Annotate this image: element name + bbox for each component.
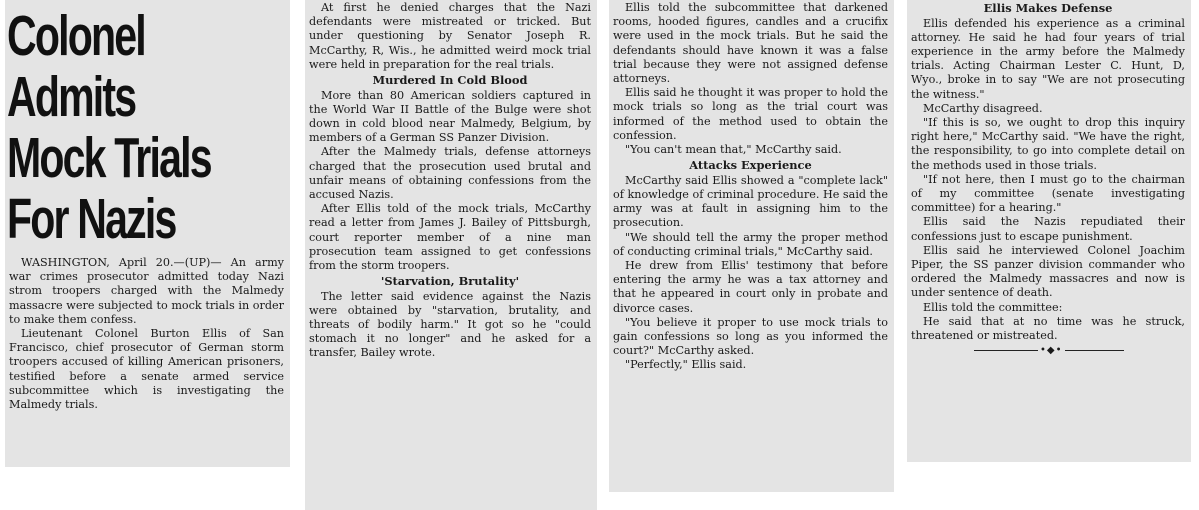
paragraph: "You believe it proper to use mock trials to gain confessions so long as you informed the court?" McCarthy asked. (613, 315, 888, 358)
headline-line: Mock Trials (7, 126, 211, 190)
subheading: Murdered In Cold Blood (372, 73, 528, 88)
column-body (609, 1, 894, 373)
paragraph: At first he denied charges that the Nazi defendants were mistreated or tricked. But under questioning by Senator Joseph R. McCarthy, R, Wis., he admitted weird mock trial were held in preparation for the real trials. (309, 1, 591, 71)
subheading: Attacks Experience (689, 158, 812, 173)
paragraph: "We should tell the army the proper method of conducting criminal trials," McCarthy said. (613, 230, 888, 258)
subheading: Ellis Makes Defense (983, 1, 1113, 15)
end-of-article-rule: •◆• (974, 346, 1124, 354)
article-column-1 (5, 0, 290, 467)
paragraph: He drew from Ellis' testimony that before entering the army he was a tax attorney and that he appeared in court only in probate and divorce cases. (613, 258, 888, 315)
paragraph: "Perfectly," Ellis said. (625, 358, 747, 372)
paragraph: "If not here, then I must go to the chairman of my committee (senate investigating committee) for a hearing." (911, 172, 1185, 215)
column-body (907, 1, 1191, 343)
column-body (5, 256, 290, 412)
paragraph: McCarthy disagreed. (923, 101, 1043, 115)
headline-line: Colonel Admits (7, 4, 145, 129)
article-column-2 (305, 0, 597, 510)
paragraph: After Ellis told of the mock trials, McCarthy read a letter from James J. Bailey of Pittsburgh, court reporter member of a nine man prosecution team assigned to get confessions from the storm troopers. (309, 202, 591, 272)
paragraph: The letter said evidence against the Nazis were obtained by "starvation, brutality, and threats of bodily harm." It got so he "could stomach it no longer" and he asked for a transfer, Bailey wrote. (309, 289, 591, 360)
paragraph: Ellis said he interviewed Colonel Joachim Piper, the SS panzer division commander who ordered the Malmedy massacres and now is under sentence of death. (911, 243, 1185, 300)
headline (7, 6, 281, 250)
paragraph: After the Malmedy trials, defense attorneys charged that the prosecution used brutal and unfair means of obtaining confessions from the accused Nazis. (309, 145, 591, 201)
paragraph: "If this is so, we ought to drop this inquiry right here," McCarthy said. "We have the right, the responsibility, to go into complete detail on the methods used in those trials. (911, 115, 1185, 172)
paragraph: "You can't mean that," McCarthy said. (625, 143, 842, 157)
column-body (305, 1, 597, 361)
paragraph: Lieutenant Colonel Burton Ellis of San Francisco, chief prosecutor of German storm troopers accused of killing American prisoners, testified before a senate armed service subcommittee which is investigating the Malmedy trials. (9, 327, 284, 412)
article-column-3 (609, 0, 894, 492)
paragraph: Ellis said he thought it was proper to hold the mock trials so long as the trial court was informed of the method used to obtain the confession. (613, 86, 888, 142)
subheading: 'Starvation, Brutality' (380, 274, 520, 289)
headline-line: For Nazis (7, 187, 176, 251)
article-column-4 (907, 0, 1191, 462)
paragraph: McCarthy said Ellis showed a "complete lack" of knowledge of criminal procedure. He said the army was at fault in assigning him to the prosecution. (613, 173, 888, 230)
paragraph: Ellis told the committee: (923, 300, 1063, 314)
paragraph: He said that at no time was he struck, threatened or mistreated. (911, 314, 1185, 342)
paragraph: Ellis told the subcommittee that darkened rooms, hooded figures, candles and a crucifix were used in the mock trials. But he said the defendants should have known it was a false trial because they were not assigned defense attorneys. (613, 1, 888, 86)
paragraph: WASHINGTON, April 20.—(UP)— An army war crimes prosecutor admitted today Nazi strom troopers charged with the Malmedy massacre were subjected to mock trials in order to make them confess. (9, 256, 284, 326)
paragraph: Ellis defended his experience as a criminal attorney. He said he had four years of trial experience in the army before the Malmedy trials. Acting Chairman Lester C. Hunt, D, Wyo., broke in to say "We are not prosecuting the witness." (911, 16, 1185, 101)
paragraph: More than 80 American soldiers captured in the World War II Battle of the Bulge were shot down in cold blood near Malmedy, Belgium, by members of a German SS Panzer Division. (309, 88, 591, 145)
paragraph: Ellis said the Nazis repudiated their confessions just to escape punishment. (911, 215, 1185, 243)
